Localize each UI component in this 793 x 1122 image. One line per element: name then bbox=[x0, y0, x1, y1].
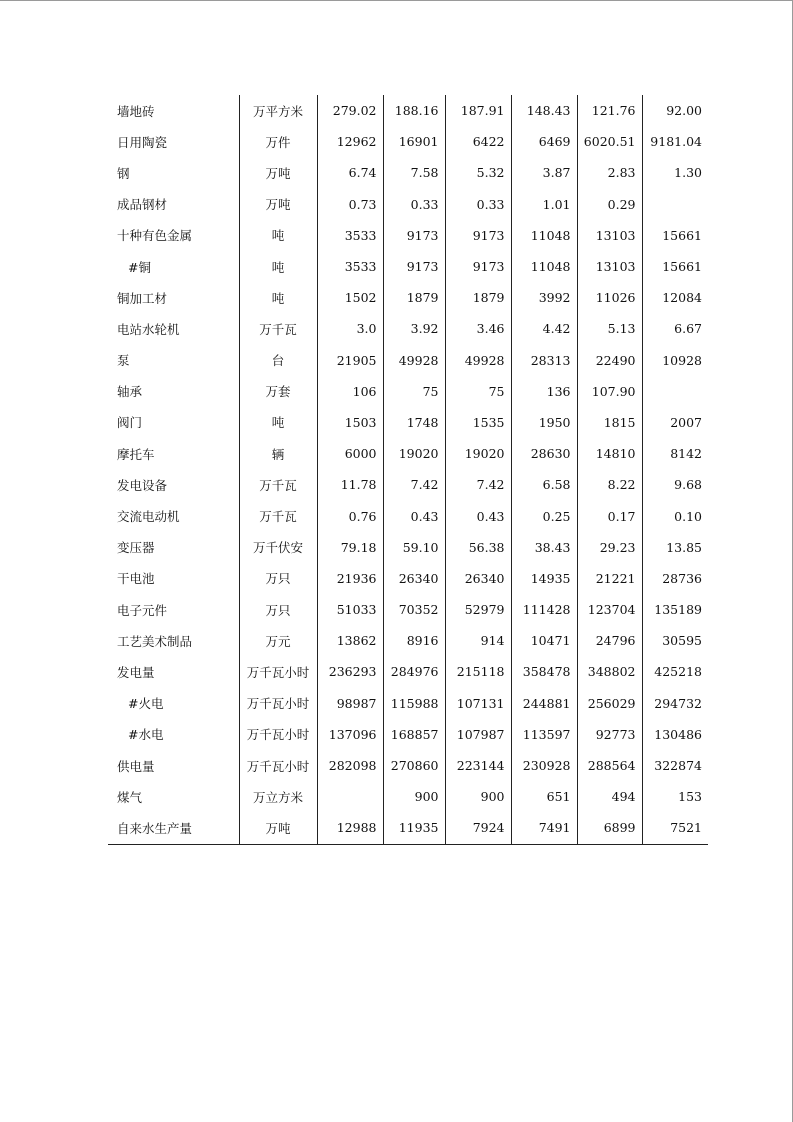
value-cell: 13103 bbox=[577, 220, 642, 251]
table-row bbox=[108, 189, 708, 220]
table-row bbox=[108, 313, 708, 344]
value-cell: 15661 bbox=[642, 251, 708, 282]
value-cell: 425218 bbox=[642, 656, 708, 687]
value-cell: 107131 bbox=[445, 688, 511, 719]
value-cell: 28313 bbox=[511, 345, 577, 376]
value-cell: 1879 bbox=[383, 282, 445, 313]
value-cell: 24796 bbox=[577, 625, 642, 656]
value-cell: 6.67 bbox=[642, 313, 708, 344]
value-cell: 2.83 bbox=[577, 157, 642, 188]
value-cell: 19020 bbox=[383, 438, 445, 469]
value-cell: 21221 bbox=[577, 563, 642, 594]
value-cell: 75 bbox=[445, 376, 511, 407]
value-cell: 914 bbox=[445, 625, 511, 656]
table-row bbox=[108, 469, 708, 500]
value-cell: 121.76 bbox=[577, 95, 642, 126]
value-cell: 6.58 bbox=[511, 469, 577, 500]
unit-cell: 万只 bbox=[239, 563, 317, 594]
value-cell: 0.43 bbox=[383, 500, 445, 531]
value-cell: 230928 bbox=[511, 750, 577, 781]
value-cell: 3.0 bbox=[356, 321, 377, 337]
value-cell: 3533 bbox=[344, 227, 377, 243]
value-cell: 244881 bbox=[511, 688, 577, 719]
value-cell: 106 bbox=[352, 383, 377, 399]
unit-cell: 万件 bbox=[239, 126, 317, 157]
value-cell: 8916 bbox=[383, 625, 445, 656]
value-cell: 79.18 bbox=[340, 539, 377, 555]
value-cell: 8.22 bbox=[577, 469, 642, 500]
product-name-cell: 十种有色金属 bbox=[117, 228, 193, 244]
value-cell: 38.43 bbox=[511, 532, 577, 563]
unit-cell: 万千瓦小时 bbox=[239, 750, 317, 781]
value-cell: 137096 bbox=[328, 726, 377, 742]
product-name-cell: 阀门 bbox=[117, 415, 143, 431]
value-cell: 2007 bbox=[642, 407, 708, 438]
value-cell: 215118 bbox=[445, 656, 511, 687]
value-cell: 1535 bbox=[445, 407, 511, 438]
table-row bbox=[108, 376, 708, 407]
value-cell: 11026 bbox=[577, 282, 642, 313]
value-cell: 28630 bbox=[511, 438, 577, 469]
unit-cell: 万平方米 bbox=[239, 95, 317, 126]
value-cell: 3.46 bbox=[445, 313, 511, 344]
value-cell: 135189 bbox=[642, 594, 708, 625]
table-row bbox=[108, 625, 708, 656]
table-row bbox=[108, 438, 708, 469]
product-name-cell: 摩托车 bbox=[117, 446, 155, 462]
value-cell: 8142 bbox=[642, 438, 708, 469]
value-cell: 0.76 bbox=[348, 508, 377, 524]
value-cell: 348802 bbox=[577, 656, 642, 687]
value-cell: 3533 bbox=[344, 259, 377, 275]
product-name-cell: 发电设备 bbox=[117, 477, 168, 493]
value-cell: 1950 bbox=[511, 407, 577, 438]
value-cell: 92773 bbox=[577, 719, 642, 750]
table-body bbox=[108, 95, 708, 844]
unit-cell: 万只 bbox=[239, 594, 317, 625]
value-cell: 21936 bbox=[336, 570, 377, 586]
unit-cell: 万套 bbox=[239, 376, 317, 407]
table-row bbox=[108, 812, 708, 844]
value-cell: 3.92 bbox=[383, 313, 445, 344]
value-cell: 6899 bbox=[577, 812, 642, 844]
value-cell: 494 bbox=[577, 781, 642, 812]
value-cell: 70352 bbox=[383, 594, 445, 625]
value-cell: 1748 bbox=[383, 407, 445, 438]
value-cell: 1502 bbox=[344, 290, 377, 306]
table-row bbox=[108, 500, 708, 531]
table-row bbox=[108, 656, 708, 687]
product-name-cell: 电子元件 bbox=[117, 602, 168, 618]
value-cell: 6469 bbox=[511, 126, 577, 157]
table-row bbox=[108, 157, 708, 188]
value-cell: 13862 bbox=[336, 633, 377, 649]
value-cell: 9173 bbox=[445, 220, 511, 251]
product-name-cell: 煤气 bbox=[117, 789, 143, 805]
value-cell: 900 bbox=[445, 781, 511, 812]
unit-cell: 万元 bbox=[239, 625, 317, 656]
unit-cell: 万千瓦 bbox=[239, 500, 317, 531]
value-cell bbox=[642, 376, 708, 407]
value-cell: 13103 bbox=[577, 251, 642, 282]
value-cell: 16901 bbox=[383, 126, 445, 157]
value-cell: 1.01 bbox=[511, 189, 577, 220]
value-cell: 236293 bbox=[328, 664, 377, 680]
unit-cell: 万千伏安 bbox=[239, 532, 317, 563]
value-cell: 0.33 bbox=[445, 189, 511, 220]
value-cell: 136 bbox=[511, 376, 577, 407]
value-cell: 11935 bbox=[383, 812, 445, 844]
value-cell: 0.43 bbox=[445, 500, 511, 531]
value-cell: 26340 bbox=[383, 563, 445, 594]
table-row bbox=[108, 282, 708, 313]
value-cell: 187.91 bbox=[445, 95, 511, 126]
product-name-cell: 成品钢材 bbox=[117, 197, 168, 213]
value-cell: 0.33 bbox=[383, 189, 445, 220]
value-cell: 7924 bbox=[445, 812, 511, 844]
page-border-top bbox=[0, 0, 793, 1]
value-cell: 14810 bbox=[577, 438, 642, 469]
value-cell: 15661 bbox=[642, 220, 708, 251]
value-cell: 56.38 bbox=[445, 532, 511, 563]
value-cell: 14935 bbox=[511, 563, 577, 594]
unit-cell: 辆 bbox=[239, 438, 317, 469]
value-cell: 10471 bbox=[511, 625, 577, 656]
product-name-cell: 电站水轮机 bbox=[117, 321, 180, 337]
table-row bbox=[108, 251, 708, 282]
unit-cell: 吨 bbox=[239, 407, 317, 438]
value-cell: 5.13 bbox=[577, 313, 642, 344]
table-row bbox=[108, 95, 708, 126]
product-name-cell: #水电 bbox=[128, 727, 164, 743]
value-cell: 7.58 bbox=[383, 157, 445, 188]
value-cell: 92.00 bbox=[642, 95, 708, 126]
value-cell: 0.73 bbox=[348, 196, 377, 212]
value-cell: 113597 bbox=[511, 719, 577, 750]
unit-cell: 万吨 bbox=[239, 157, 317, 188]
value-cell: 270860 bbox=[383, 750, 445, 781]
unit-cell: 万千瓦小时 bbox=[239, 656, 317, 687]
value-cell: 49928 bbox=[445, 345, 511, 376]
value-cell: 12084 bbox=[642, 282, 708, 313]
table-row bbox=[108, 781, 708, 812]
value-cell: 59.10 bbox=[383, 532, 445, 563]
value-cell: 51033 bbox=[336, 602, 377, 618]
value-cell: 1879 bbox=[445, 282, 511, 313]
unit-cell: 万立方米 bbox=[239, 781, 317, 812]
product-name-cell: 供电量 bbox=[117, 758, 155, 774]
table-row bbox=[108, 220, 708, 251]
value-cell: 0.25 bbox=[511, 500, 577, 531]
value-cell: 21905 bbox=[336, 352, 377, 368]
value-cell: 7.42 bbox=[445, 469, 511, 500]
value-cell: 29.23 bbox=[577, 532, 642, 563]
value-cell: 223144 bbox=[445, 750, 511, 781]
value-cell: 6020.51 bbox=[577, 126, 642, 157]
value-cell bbox=[317, 781, 383, 812]
product-name-cell: 铜加工材 bbox=[117, 290, 168, 306]
value-cell: 52979 bbox=[445, 594, 511, 625]
value-cell: 4.42 bbox=[511, 313, 577, 344]
value-cell: 188.16 bbox=[383, 95, 445, 126]
product-name-cell: 日用陶瓷 bbox=[117, 134, 168, 150]
table-row bbox=[108, 750, 708, 781]
value-cell: 322874 bbox=[642, 750, 708, 781]
value-cell: 10928 bbox=[642, 345, 708, 376]
value-cell: 107987 bbox=[445, 719, 511, 750]
value-cell: 288564 bbox=[577, 750, 642, 781]
table-row bbox=[108, 345, 708, 376]
value-cell: 0.17 bbox=[577, 500, 642, 531]
table-row bbox=[108, 594, 708, 625]
value-cell: 651 bbox=[511, 781, 577, 812]
value-cell: 256029 bbox=[577, 688, 642, 719]
table-row bbox=[108, 126, 708, 157]
value-cell: 0.29 bbox=[577, 189, 642, 220]
value-cell: 279.02 bbox=[332, 103, 377, 119]
value-cell: 358478 bbox=[511, 656, 577, 687]
value-cell: 284976 bbox=[383, 656, 445, 687]
value-cell: 12988 bbox=[317, 812, 383, 844]
value-cell: 26340 bbox=[445, 563, 511, 594]
value-cell: 9181.04 bbox=[642, 126, 708, 157]
table-row bbox=[108, 407, 708, 438]
unit-cell: 万千瓦小时 bbox=[239, 719, 317, 750]
table-row bbox=[108, 688, 708, 719]
unit-cell: 万千瓦 bbox=[239, 469, 317, 500]
industrial-output-table bbox=[108, 95, 708, 845]
value-cell: 49928 bbox=[383, 345, 445, 376]
table-row bbox=[108, 719, 708, 750]
value-cell: 168857 bbox=[383, 719, 445, 750]
value-cell: 1815 bbox=[577, 407, 642, 438]
value-cell: 7.42 bbox=[383, 469, 445, 500]
product-name-cell: 交流电动机 bbox=[117, 509, 180, 525]
value-cell: 22490 bbox=[577, 345, 642, 376]
product-name-cell: 工艺美术制品 bbox=[117, 633, 193, 649]
unit-cell: 吨 bbox=[239, 220, 317, 251]
value-cell: 1503 bbox=[344, 414, 377, 430]
unit-cell: 万千瓦小时 bbox=[239, 688, 317, 719]
value-cell: 282098 bbox=[328, 758, 377, 774]
product-name-cell: 钢 bbox=[117, 165, 130, 181]
product-name-cell: 干电池 bbox=[117, 571, 155, 587]
value-cell: 9.68 bbox=[642, 469, 708, 500]
value-cell bbox=[642, 189, 708, 220]
unit-cell: 台 bbox=[239, 345, 317, 376]
value-cell: 148.43 bbox=[511, 95, 577, 126]
value-cell: 107.90 bbox=[577, 376, 642, 407]
unit-cell: 万吨 bbox=[239, 189, 317, 220]
value-cell: 12962 bbox=[336, 134, 377, 150]
value-cell: 11.78 bbox=[340, 477, 377, 493]
product-name-cell: #铜 bbox=[128, 259, 151, 275]
value-cell: 9173 bbox=[383, 220, 445, 251]
value-cell: 13.85 bbox=[642, 532, 708, 563]
value-cell: 11048 bbox=[511, 251, 577, 282]
value-cell: 5.32 bbox=[445, 157, 511, 188]
value-cell: 123704 bbox=[577, 594, 642, 625]
product-name-cell: #火电 bbox=[128, 696, 164, 712]
value-cell: 6422 bbox=[445, 126, 511, 157]
table-row bbox=[108, 532, 708, 563]
value-cell: 153 bbox=[642, 781, 708, 812]
value-cell: 11048 bbox=[511, 220, 577, 251]
value-cell: 19020 bbox=[445, 438, 511, 469]
product-name-cell: 轴承 bbox=[117, 384, 143, 400]
value-cell: 28736 bbox=[642, 563, 708, 594]
unit-cell: 万千瓦 bbox=[239, 313, 317, 344]
unit-cell: 万吨 bbox=[239, 812, 317, 844]
value-cell: 6.74 bbox=[348, 165, 377, 181]
value-cell: 9173 bbox=[383, 251, 445, 282]
value-cell: 1.30 bbox=[642, 157, 708, 188]
value-cell: 30595 bbox=[642, 625, 708, 656]
product-name-cell: 自来水生产量 bbox=[108, 812, 239, 844]
value-cell: 0.10 bbox=[642, 500, 708, 531]
value-cell: 900 bbox=[383, 781, 445, 812]
value-cell: 3.87 bbox=[511, 157, 577, 188]
unit-cell: 吨 bbox=[239, 282, 317, 313]
product-name-cell: 变压器 bbox=[117, 540, 155, 556]
unit-cell: 吨 bbox=[239, 251, 317, 282]
value-cell: 7491 bbox=[511, 812, 577, 844]
value-cell: 3992 bbox=[511, 282, 577, 313]
value-cell: 98987 bbox=[336, 695, 377, 711]
product-name-cell: 发电量 bbox=[117, 664, 155, 680]
value-cell: 115988 bbox=[383, 688, 445, 719]
value-cell: 6000 bbox=[344, 446, 377, 462]
product-name-cell: 泵 bbox=[117, 353, 130, 369]
value-cell: 294732 bbox=[642, 688, 708, 719]
value-cell: 130486 bbox=[642, 719, 708, 750]
table-row bbox=[108, 563, 708, 594]
value-cell: 111428 bbox=[511, 594, 577, 625]
product-name-cell: 墙地砖 bbox=[117, 103, 155, 119]
value-cell: 75 bbox=[383, 376, 445, 407]
value-cell: 9173 bbox=[445, 251, 511, 282]
value-cell: 7521 bbox=[642, 812, 708, 844]
